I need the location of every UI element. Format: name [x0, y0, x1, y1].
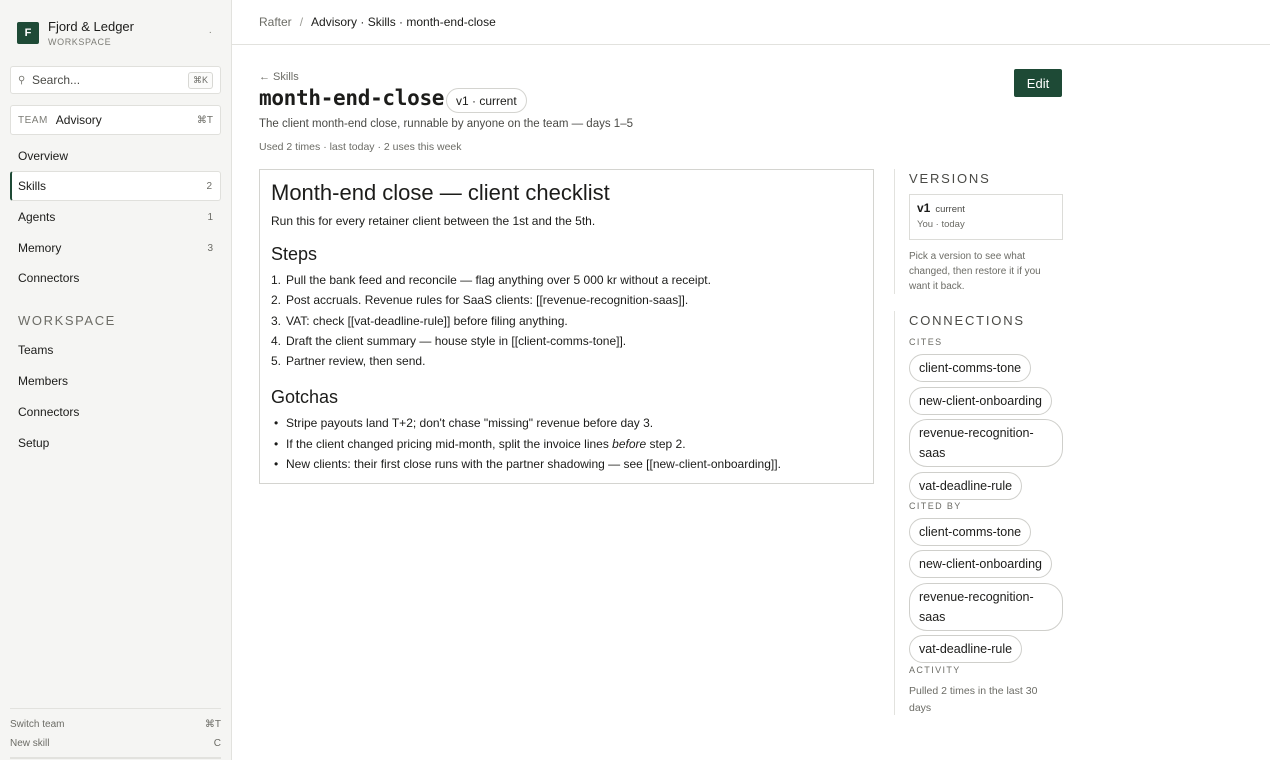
team-label: TEAM — [18, 114, 48, 126]
sidebar-item-skills[interactable] — [10, 171, 221, 201]
search-shortcut: ⌘K — [188, 72, 213, 89]
new-skill-label: New skill — [10, 738, 50, 749]
sidebar-item-label: Setup — [18, 436, 50, 450]
list-item — [271, 454, 862, 474]
workspace-subtitle: WORKSPACE — [48, 36, 112, 47]
step-text: Pull the bank feed and reconcile — flag anything over 5 000 kr without a receipt. — [286, 273, 711, 287]
new-skill-shortcut[interactable] — [10, 738, 221, 749]
sidebar-footer-divider — [10, 757, 221, 759]
cited-by-chip-vat-deadline-rule[interactable]: vat-deadline-rule — [909, 635, 1022, 663]
sidebar-footer — [10, 708, 221, 749]
sidebar-item-label: Teams — [18, 343, 54, 357]
breadcrumb-root[interactable]: Rafter — [259, 15, 292, 29]
list-item — [271, 331, 862, 351]
sidebar-item-label: Members — [18, 374, 69, 388]
cites-chip-new-client-onboarding[interactable]: new-client-onboarding — [909, 387, 1052, 415]
step-text: Partner review, then send. — [286, 354, 426, 369]
sidebar-item-count: 2 — [206, 180, 212, 192]
versions-title: VERSIONS — [909, 171, 991, 186]
connections-panel — [894, 311, 1064, 715]
cited-by-label: CITED BY — [909, 501, 962, 511]
version-meta: You · today — [917, 219, 965, 230]
connections-title: CONNECTIONS — [909, 313, 1025, 328]
list-item — [271, 351, 862, 371]
sidebar-item-teams[interactable] — [10, 335, 221, 365]
gotcha-text: step 2. — [646, 436, 686, 451]
top-bar — [232, 0, 1270, 45]
sidebar-item-label: Agents — [18, 210, 56, 224]
gotcha-text: If the client changed pricing mid-month, split the invoice lines — [286, 436, 613, 451]
skill-usage: Used 2 times · last today · 2 uses this week — [259, 141, 462, 153]
version-card-header — [917, 201, 1055, 215]
step-text: Draft the client summary — house style in [[client-comms-tone]]. — [286, 333, 627, 348]
back-to-skills-link[interactable]: ← Skills — [259, 71, 299, 83]
activity-text: Pulled 2 times in the last 30 days — [909, 685, 1038, 714]
sidebar-item-count: 3 — [207, 242, 213, 254]
versions-panel — [894, 169, 1064, 294]
sidebar-item-agents[interactable] — [10, 202, 221, 232]
step-text: VAT: check [[vat-deadline-rule]] before filing anything. — [286, 313, 568, 328]
doc-gotchas-heading: Gotchas — [271, 387, 339, 408]
sidebar-item-memory[interactable] — [10, 233, 221, 263]
gotcha-text: Stripe payouts land T+2; don't chase "missing" revenue before day 3. — [286, 416, 654, 431]
skill-document — [259, 169, 874, 484]
cites-chip-revenue-recognition-saas[interactable]: revenue-recognition-saas — [909, 419, 1063, 467]
search-box[interactable] — [10, 66, 221, 94]
list-item — [271, 434, 862, 454]
sidebar-item-label: Overview — [18, 149, 69, 163]
gotchas-list — [271, 413, 862, 474]
switch-team-shortcut[interactable] — [10, 719, 221, 730]
version-card[interactable] — [909, 194, 1063, 240]
search-icon: ⚲ — [18, 74, 26, 86]
cited-by-chip-client-comms-tone[interactable]: client-comms-tone — [909, 518, 1031, 546]
edit-button[interactable]: Edit — [1014, 69, 1062, 97]
workspace-logo: F — [17, 22, 39, 44]
cited-by-chip-new-client-onboarding[interactable]: new-client-onboarding — [909, 550, 1052, 578]
doc-steps-heading: Steps — [271, 244, 318, 264]
step-number: 4. — [271, 333, 282, 348]
step-number: 3. — [271, 313, 282, 328]
switch-team-label: Switch team — [10, 719, 65, 730]
step-number: 2. — [271, 293, 282, 308]
workspace-name: Fjord & Ledger — [48, 18, 134, 34]
list-item — [271, 311, 862, 331]
doc-heading: Month-end close — client checklist — [271, 180, 610, 205]
search-input[interactable] — [32, 73, 188, 87]
cites-label: CITES — [909, 337, 943, 347]
sidebar-item-connectors[interactable] — [10, 263, 221, 293]
sidebar-item-label: Connectors — [18, 405, 80, 419]
page-title: month-end-close — [259, 86, 445, 110]
workspace-menu-icon[interactable]: · — [208, 27, 212, 38]
version-status: current — [935, 204, 965, 215]
sidebar-item-label: Memory — [18, 241, 62, 255]
team-shortcut: ⌘T — [196, 114, 213, 126]
new-skill-key: C — [213, 738, 221, 749]
cited-by-chip-revenue-recognition-saas[interactable]: revenue-recognition-saas — [909, 583, 1063, 631]
breadcrumb-separator: / — [299, 15, 304, 29]
cites-chip-vat-deadline-rule[interactable]: vat-deadline-rule — [909, 472, 1022, 500]
workspace-text — [48, 19, 134, 48]
skill-description: The client month-end close, runnable by anyone on the team — days 1–5 — [259, 118, 633, 130]
sidebar-item-count: 1 — [207, 211, 213, 223]
sidebar-item-overview[interactable] — [10, 141, 221, 171]
step-number: 5. — [271, 354, 282, 369]
breadcrumb — [259, 15, 496, 29]
list-item — [271, 270, 862, 290]
switch-team-key: ⌘T — [204, 719, 221, 730]
sidebar — [0, 0, 232, 760]
step-text: Post accruals. Revenue rules for SaaS clients: [[revenue-recognition-saas]]. — [286, 293, 689, 308]
team-name: Advisory — [55, 113, 102, 127]
version-number: v1 — [917, 201, 931, 215]
doc-intro: Run this for every retainer client between the 1st and the 5th. — [271, 214, 596, 228]
breadcrumb-current: Advisory · Skills · month-end-close — [311, 15, 496, 29]
sidebar-item-label: Skills — [18, 179, 47, 193]
sidebar-item-label: Connectors — [18, 271, 80, 285]
gotcha-text: New clients: their first close runs with the partner shadowing — see [[new-client-onboarding]]. — [286, 457, 781, 472]
sidebar-item-setup[interactable] — [10, 428, 221, 458]
versions-hint: Pick a version to see what changed, then restore it if you want it back. — [909, 251, 1041, 292]
sidebar-item-workspace-connectors[interactable] — [10, 397, 221, 427]
step-number: 1. — [271, 273, 282, 287]
list-item — [271, 290, 862, 310]
team-selector[interactable] — [10, 105, 221, 135]
sidebar-item-members[interactable] — [10, 366, 221, 396]
gotcha-emphasis: before — [612, 436, 647, 451]
cites-chip-client-comms-tone[interactable]: client-comms-tone — [909, 354, 1031, 382]
list-item — [271, 413, 862, 433]
workspace-switcher[interactable] — [17, 17, 217, 49]
activity-label: ACTIVITY — [909, 665, 961, 675]
version-badge: v1 · current — [446, 88, 527, 113]
sidebar-section-workspace: WORKSPACE — [18, 313, 116, 328]
steps-list — [271, 270, 862, 371]
